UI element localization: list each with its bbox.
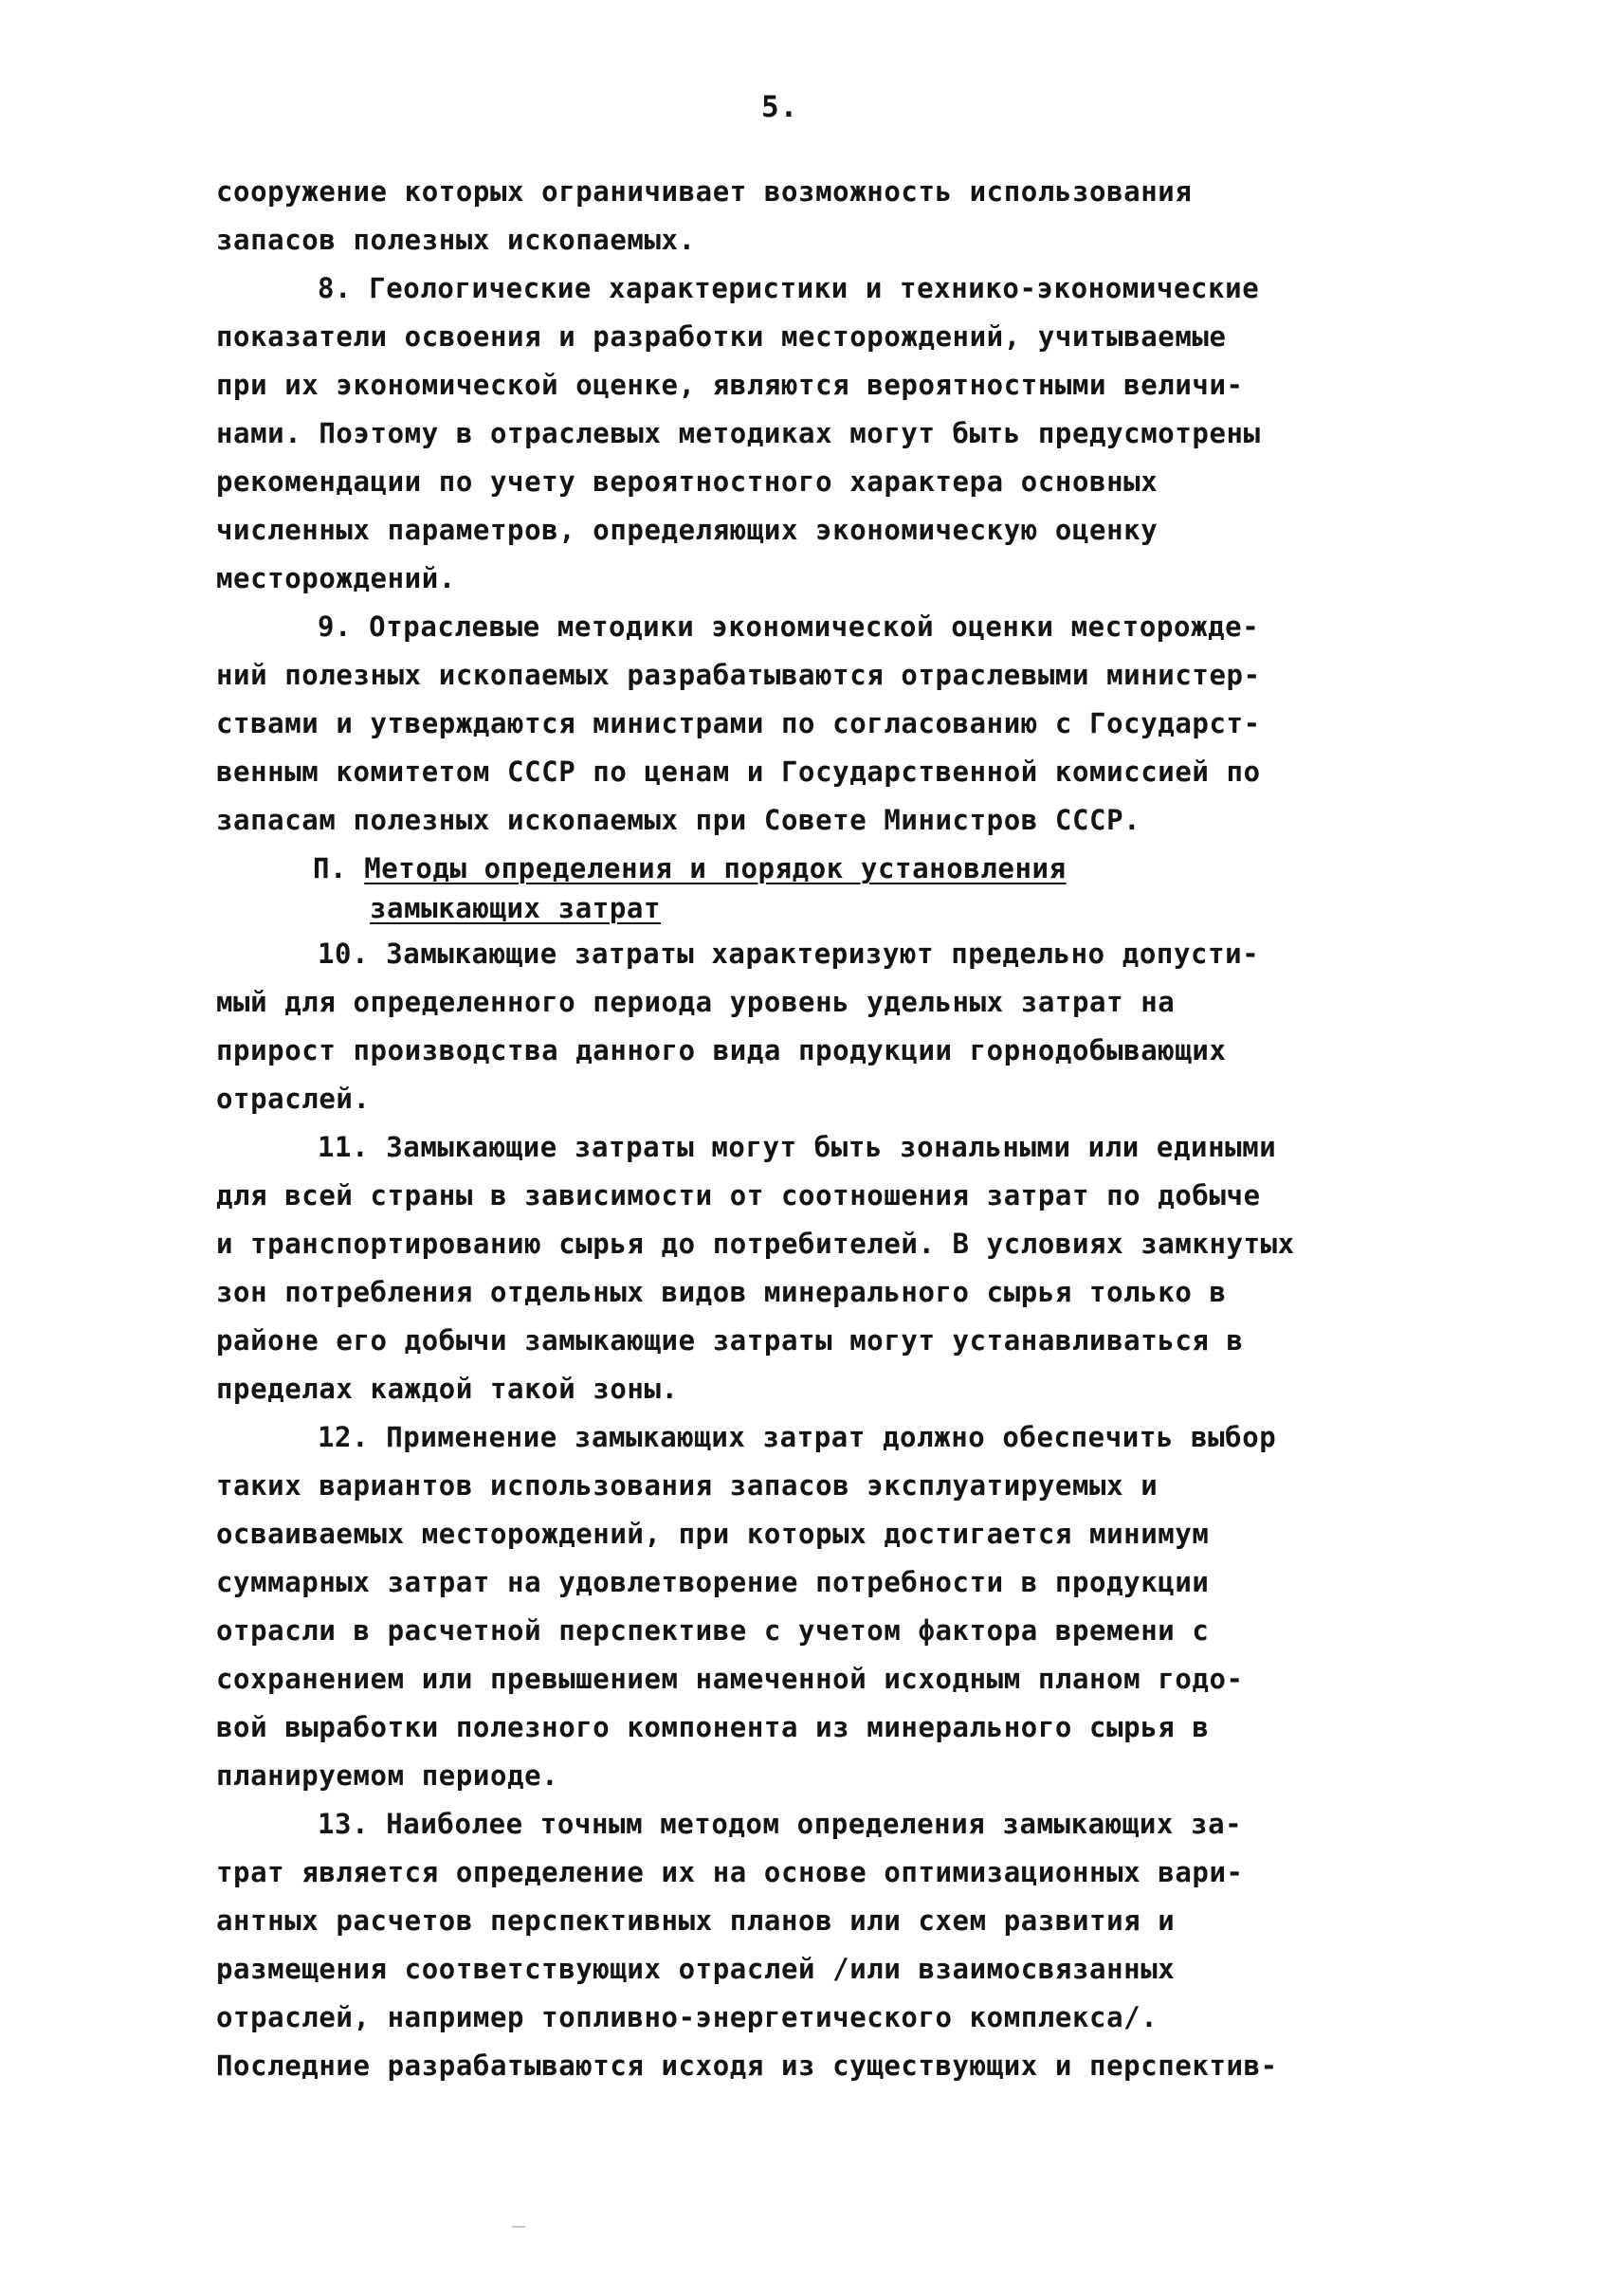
text-line: ний полезных ископаемых разрабатываются отраслевыми министер- xyxy=(216,659,1261,691)
text-line: и транспортированию сырья до потребителей. В условиях замкнутых xyxy=(216,1228,1295,1260)
text-line: 12. Применение замыкающих затрат должно обеспечить выбор xyxy=(318,1421,1277,1453)
text-line: осваиваемых месторождений, при которых достигается минимум xyxy=(216,1518,1210,1550)
text-line: показатели освоения и разработки месторождений, учитываемые xyxy=(216,320,1227,353)
text-line: 11. Замыкающие затраты могут быть зональными или едиными xyxy=(318,1131,1277,1163)
text-line: сооружение которых ограничивает возможность использования xyxy=(216,175,1193,208)
text-line: зон потребления отдельных видов минерального сырья только в xyxy=(216,1276,1227,1308)
text-line: запасам полезных ископаемых при Совете Министров СССР. xyxy=(216,804,1141,836)
text-line: рекомендации по учету вероятностного характера основных xyxy=(216,465,1159,498)
text-line: прирост производства данного вида продукции горнодобывающих xyxy=(216,1034,1227,1066)
text-line: венным комитетом СССР по ценам и Государственной комиссией по xyxy=(216,756,1261,788)
text-line: мый для определенного периода уровень удельных затрат на xyxy=(216,986,1176,1018)
text-line: пределах каждой такой зоны. xyxy=(216,1373,679,1405)
text-line: запасов полезных ископаемых. xyxy=(216,224,696,256)
scan-mark xyxy=(512,2226,525,2228)
text-line: нами. Поэтому в отраслевых методиках могут быть предусмотрены xyxy=(216,417,1261,449)
text-line: отраслей, например топливно-энергетического комплекса/. xyxy=(216,2001,1159,2033)
text-line: ствами и утверждаются министрами по согласованию с Государст- xyxy=(216,707,1261,739)
text-line: 8. Геологические характеристики и технико-экономические xyxy=(318,272,1260,304)
text-line: размещения соответствующих отраслей /или взаимосвязанных xyxy=(216,1953,1176,1985)
text-line: планируемом периоде. xyxy=(216,1759,559,1792)
text-line: суммарных затрат на удовлетворение потребности в продукции xyxy=(216,1566,1210,1598)
page-number: 5. xyxy=(761,90,799,124)
text-line: численных параметров, определяющих экономическую оценку xyxy=(216,514,1159,546)
text-line: 13. Наиболее точным методом определения замыкающих за- xyxy=(318,1808,1243,1840)
text-line: для всей страны в зависимости от соотношения затрат по добыче xyxy=(216,1179,1261,1211)
text-line: 10. Замыкающие затраты характеризуют предельно допусти- xyxy=(318,938,1260,970)
text-line: отрасли в расчетной перспективе с учетом фактора времени с xyxy=(216,1614,1210,1647)
text-line: вой выработки полезного компонента из минерального сырья в xyxy=(216,1711,1210,1743)
text-line: Последние разрабатываются исходя из существующих и перспектив- xyxy=(216,2049,1278,2082)
section-number: П. xyxy=(313,852,348,884)
section-title-line-2: замыкающих затрат xyxy=(370,892,662,924)
text-line: районе его добычи замыкающие затраты могут устанавливаться в xyxy=(216,1324,1244,1357)
text-line: месторождений. xyxy=(216,562,456,594)
text-line: сохранением или превышением намеченной исходным планом годо- xyxy=(216,1663,1244,1695)
text-line: при их экономической оценке, являются вероятностными величи- xyxy=(216,369,1244,401)
text-line: таких вариантов использования запасов эксплуатируемых и xyxy=(216,1469,1159,1502)
section-heading xyxy=(313,852,1067,884)
section-title-line-1: Методы определения и порядок установления xyxy=(364,852,1067,884)
text-line: отраслей. xyxy=(216,1083,371,1115)
text-line: антных расчетов перспективных планов или схем развития и xyxy=(216,1904,1176,1937)
text-line: трат является определение их на основе оптимизационных вари- xyxy=(216,1856,1244,1888)
text-line: 9. Отраслевые методики экономической оценки месторожде- xyxy=(318,610,1260,643)
